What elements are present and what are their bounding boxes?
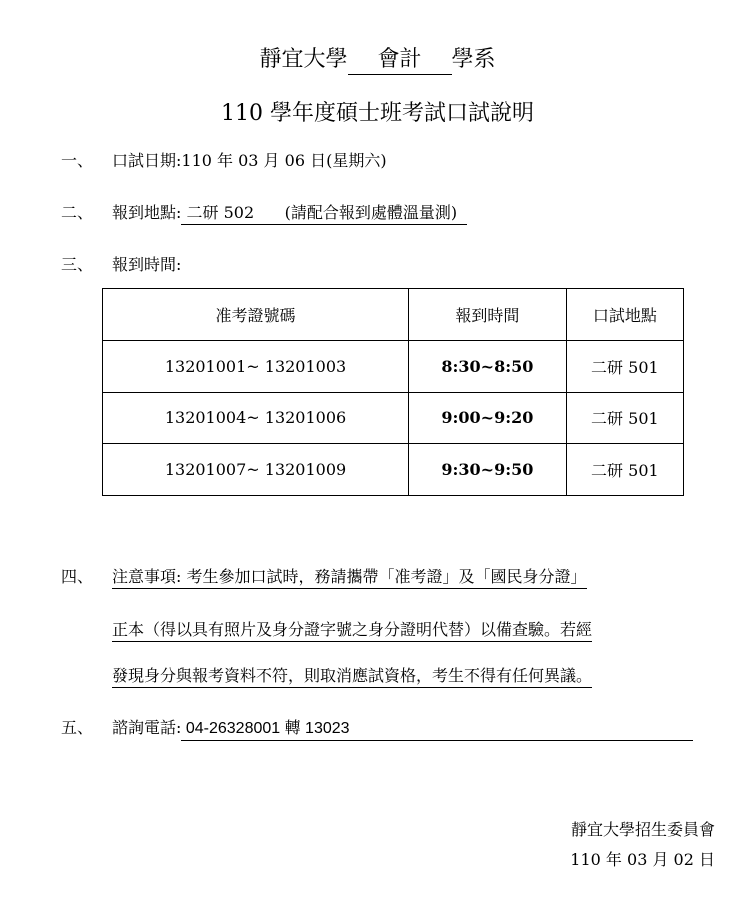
contact-phone: 04-26328001 轉 13023 — [181, 718, 693, 741]
item-two-label: 報到地點: — [112, 203, 182, 222]
table-header: 報到時間 — [409, 289, 567, 341]
table-row — [103, 340, 684, 392]
item-four-text-1: 考生參加口試時，務請攜帶「准考證」及「國民身分證」 — [181, 566, 586, 589]
table-cell-time: 8:30~8:50 — [409, 340, 567, 392]
item-five-number: 五、 — [61, 718, 94, 737]
document-subtitle: 110 學年度碩士班考試口試說明 — [221, 101, 534, 126]
table-cell-time: 9:00~9:20 — [409, 392, 567, 444]
item-four-number: 四、 — [61, 567, 94, 586]
table-header: 口試地點 — [566, 289, 683, 341]
document-title — [0, 42, 755, 75]
issuing-organization: 靜宜大學招生委員會 — [570, 820, 715, 839]
table-cell-id-range: 13201004~ 13201006 — [103, 392, 409, 444]
table-cell-room: 二研 501 — [566, 340, 683, 392]
item-two-line — [112, 202, 467, 225]
item-one-text: 口試日期:110 年 03 月 06 日(星期六) — [112, 151, 387, 170]
university-name: 靜宜大學 — [259, 47, 348, 72]
issue-date: 110 年 03 月 02 日 — [570, 850, 715, 869]
item-three-number: 三、 — [61, 255, 94, 274]
item-four-text-2: 正本（得以具有照片及身分證字號之身分證明代替）以備查驗。若經 — [112, 619, 592, 642]
item-five-line — [112, 717, 693, 741]
table-cell-id-range: 13201007~ 13201009 — [103, 444, 409, 496]
table-cell-room: 二研 501 — [566, 392, 683, 444]
item-four-line2 — [112, 619, 592, 642]
item-two-value: 二研 502 (請配合報到處體溫量測) — [181, 202, 467, 225]
department-suffix: 學系 — [451, 47, 496, 72]
table-header: 准考證號碼 — [103, 289, 409, 341]
table-row — [103, 444, 684, 496]
table-cell-time: 9:30~9:50 — [409, 444, 567, 496]
table-header-row — [103, 289, 684, 341]
table-cell-room: 二研 501 — [566, 444, 683, 496]
schedule-table — [102, 288, 684, 496]
item-two-number: 二、 — [61, 203, 94, 222]
item-four-line3 — [112, 665, 592, 688]
table-row — [103, 392, 684, 444]
item-four-text-3: 發現身分與報考資料不符，則取消應試資格，考生不得有任何異議。 — [112, 665, 592, 688]
table-cell-id-range: 13201001~ 13201003 — [103, 340, 409, 392]
item-one-number: 一、 — [61, 151, 94, 170]
item-four-label: 注意事項: — [112, 566, 181, 589]
department-name: 會計 — [348, 42, 452, 75]
item-four-line1 — [112, 566, 587, 589]
item-three-label: 報到時間: — [112, 255, 182, 274]
item-five-label: 諮詢電話: — [112, 718, 182, 737]
